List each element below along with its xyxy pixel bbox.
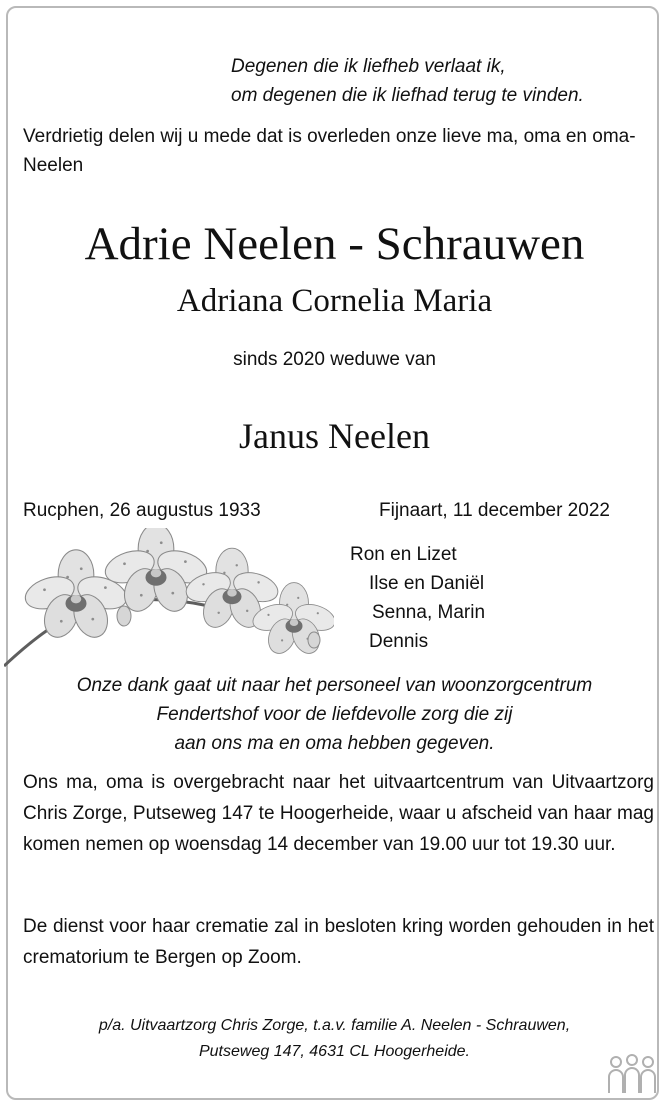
funeral-details-paragraph: Ons ma, oma is overgebracht naar het uitvaartcentrum van Uitvaartzorg Chris Zorge, Putseweg 147 te Hoogerheide, waar u afscheid van haar mag komen nemen op woensdag 14 december van 19.00 uur tot 19.30 uur. xyxy=(23,772,654,855)
poem-line: om degenen die ik liefhad terug te vinden. xyxy=(231,85,584,106)
deceased-name: Adrie Neelen - Schrauwen xyxy=(84,218,585,270)
thanks-line: Fendertshof voor de liefdevolle zorg die zij xyxy=(156,704,513,725)
thanks-line: aan ons ma en oma hebben gegeven. xyxy=(174,733,495,754)
family-member: Ilse en Daniël xyxy=(369,573,485,594)
poem xyxy=(231,52,584,110)
birth-place-date: Rucphen, 26 augustus 1933 xyxy=(23,500,261,521)
orchid-flowers-image xyxy=(4,528,334,676)
poem-line: Degenen die ik liefheb verlaat ik, xyxy=(231,56,506,77)
address-line: p/a. Uitvaartzorg Chris Zorge, t.a.v. familie A. Neelen - Schrauwen, xyxy=(98,1017,571,1034)
family-people-logo-icon xyxy=(607,1053,657,1095)
family-member: Senna, Marin xyxy=(372,602,486,623)
family-member: Ron en Lizet xyxy=(350,544,457,565)
cremation-paragraph: De dienst voor haar crematie zal in besloten kring worden gehouden in het crematorium te Bergen op Zoom. xyxy=(23,916,654,968)
thanks-text xyxy=(0,671,669,758)
thanks-line: Onze dank gaat uit naar het personeel van woonzorgcentrum xyxy=(76,675,593,696)
death-place-date: Fijnaart, 11 december 2022 xyxy=(379,500,610,521)
address-line: Putseweg 147, 4631 CL Hoogerheide. xyxy=(198,1043,470,1060)
intro-text: Verdrietig delen wij u mede dat is overleden onze lieve ma, oma en oma-Neelen xyxy=(23,126,636,176)
family-member: Dennis xyxy=(369,631,429,652)
spouse-name: Janus Neelen xyxy=(239,416,430,456)
deceased-full-name: Adriana Cornelia Maria xyxy=(176,283,493,319)
correspondence-address xyxy=(0,1013,669,1065)
widow-text: sinds 2020 weduwe van xyxy=(233,349,436,370)
